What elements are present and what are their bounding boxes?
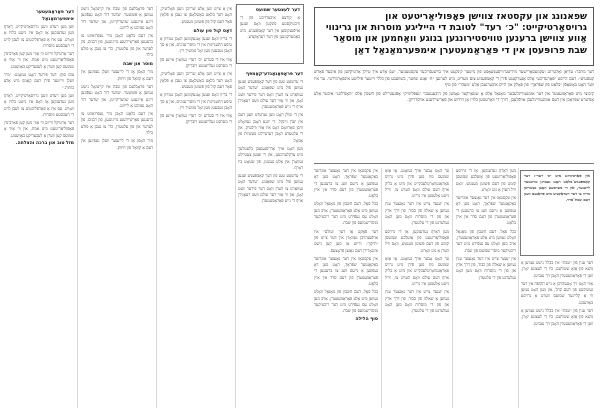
right-col-b bbox=[385, 168, 449, 409]
right-col-a-left bbox=[456, 168, 516, 409]
right-col-c-paragraph: אין עקסטאַז אין דער גאַנצער אונדזער באַקאַנטער שפּראַך, האָט מען דאָ געפונען אַ נייעם וועג צו ברענגען די פּעראַמעטערן פון דעם סדר אין איין בלאַט. bbox=[314, 255, 378, 287]
left-col-a-paragraph: צום סוף, דער פירער האָט געזאָגט: ״מיר וועלן ווייטער פירן דעם קאַמף מיט אַלע כוחות.״ bbox=[4, 72, 74, 90]
left-col-c-paragraph: אַזוי איז די סעריע ״כ׳ רעד״ געוואָרן איינע פון די מערסט געלייענטע רובריקן. bbox=[160, 56, 232, 69]
left-column-divider bbox=[77, 6, 78, 408]
right-sidebar-paragraph: אין פאַרבינדונג מיט ״כ׳ רעד״: דער קאַמפּעניע־בלאַט האָט געצויגן טויזנטער לייענער, און די מערסטע האָבן געשריבן בריוו צו דער רעדאַקציע מיט פראַגעס וועגן דעם שבת־סדר. bbox=[524, 173, 590, 203]
right-col-c-paragraph: אין עקסטאַז אין דער גאַנצער אונדזער באַקאַנטער שפּראַך, האָט מען דאָ געפונען אַ נייעם וועג צו ברענגען די פּעראַמעטערן פון דעם סדר אין איין בלאַט. bbox=[314, 168, 378, 199]
left-col-b-paragraph: מיר האָפן אַז די לייענער וועלן געפינען אין דעם אַ קוואַל פון חיזוק. bbox=[81, 69, 153, 81]
left-col-a-paragraph: ווען מען רעדט וועגן גרויסאַרטיקייט, דאַרף מען געדענקען אַז דאָס איז נישט בלויז אַ וואָרט. עס איז אַ פאַרפליכטונג צו לעבן לויט די העכסטע מוסרות. bbox=[4, 24, 74, 48]
right-col-a-paragraph: בכל פאַל, דעם חשבון פון מאַנאַל וואָלט געווען מיט אַלע פּאַראַמעטערן, אויב מען וואָלט עס געפֿירט מיט דער ריכטיקער מוסר־שמועס פון שבת. bbox=[456, 228, 516, 253]
right-end-mark: סוף הלילה bbox=[355, 316, 378, 322]
left-col-d-heading: דער פּראָפּאַגאַנדע־קאַמפּף bbox=[246, 72, 303, 77]
right-col-c-paragraph: דער פֿאַקט אַז דער ״עולם״ איז אויפֿגעהויבן געוואָרן אין דער צייט פון ״תיקון״, ווייזט אַז מען קען נישט איגנאָרירן דעם גאַנצן פּראָצעס. bbox=[314, 228, 378, 253]
right-column-divider bbox=[518, 168, 519, 408]
right-column-divider bbox=[381, 168, 382, 408]
right-col-b-paragraph: ער האָט אָבער אויך געזאָגט, אַז אַזאַ שמועס מוז מען פֿירן מיט גרויס פאַראַנטוואָרטלעכקייט און מיט אַ בליק אויף דעם עולם וואָס הערט צו, ווייל נישט אַלעמען איז גרייט. bbox=[385, 168, 449, 199]
right-sidebar-box bbox=[520, 170, 594, 256]
left-sidebar-heading: דער לעצטער שמועס bbox=[255, 8, 300, 13]
left-col-d-paragraph: מען האָט אויך אַרויסגעגעבן בלעטלעך מיט ערקלערונגען, און זיי זענען צעטיילט געוואָרן אין אַלע געגנטן, פון שטאָט ביז דאָרף. bbox=[238, 145, 303, 170]
left-column-divider bbox=[156, 6, 157, 408]
right-col-a-paragraph: אין יענער צייט איז דער גאַנצער ענין געווען אַ שאלה פון כבוד, פון דרך ארץ און פון די מוסרות וואָס מען האָט געלערנט פון די עלטערן. bbox=[456, 255, 516, 280]
left-col-b bbox=[81, 6, 153, 409]
right-col-b-paragraph: מען דאַרף געדענקען, אַז די גרויסע פּאָפּוליאַריטעט פון אַזעלכע שמועסן קומט פון דעם פּשוטן מענטש, וואָס וויל הערן אַ גוט וואָרט. bbox=[385, 228, 449, 253]
right-col-a-lower-paragraph: דער ענין פון ״שבת״ איז בכלל נישט געווען אַ נושא פון אַזאַ שטורעם, ביז די לעצטע יאָרן, ווען די פּאַראַמעטערן האָבן זיך געביטן. bbox=[521, 260, 593, 278]
right-col-b-paragraph: אין יענער צייט איז דער גאַנצער ענין געווען אַ שאלה פון כבוד, פון דרך ארץ און פון די מוסרות וואָס מען האָט געלערנט פון די עלטערן. bbox=[385, 201, 449, 226]
left-col-a-heading: דער פּאַראַמעטער אימפּערמאַנאַל bbox=[36, 10, 74, 22]
intro-paragraph: קיבוצי מיט פּאַראַמעטער און דער אומגעוויינלעכער מאַנאַל אַלס אַ שטאַרקער נאָמען פון היבענגעבוי ״נעפּלימיק״ אָפּגעטיילט פון חשבון אַלס ״האַנדלונג״ איבער אַלע אַנדערע שפּראַכן אין דעם אומגעוויינלעכן אויפֿלעבן, דורך די וואַרטמען בלויז אָן חידוש און פאַרשיידענע אויסדריקן. bbox=[314, 91, 594, 103]
left-col-d-paragraph: אין די שולן האָט מען גערעדט וועגן דעם אין יעדן ווינקל. די יונגע האָבן געוואָלט וויסן פאַרוואָס דאָס איז אַזוי וויכטיק, און די עלטערע האָבן דערציילט מעשיות פון אַמאָל. bbox=[238, 112, 303, 143]
left-col-d-paragraph: די ערשטע טעג פון דער קאַמפּעניע זענען געווען פול מיט שפּאַנונג. יעדער האָט געוואַרט צו הערן וואָס דער פירער וועט זאָגן, און ווי אַזוי דער עולם וועט רעאַגירן אויף די נייע פּאַראַמעטערן. bbox=[238, 79, 303, 110]
left-col-b-paragraph: מיר האָפן אַז די לייענער וועלן געפינען אין דעם אַ קוואַל פון חיזוק. bbox=[81, 138, 153, 150]
left-col-d-paragraph: די ערשטע טעג פון דער קאַמפּעניע זענען געווען פול מיט שפּאַנונג. יעדער האָט געוואַרט צו הערן וואָס דער פירער וועט זאָגן, און ווי אַזוי דער עולם וועט רעאַגירן אויף די נייע פּאַראַמעטערן. bbox=[238, 173, 303, 204]
left-sidebar-box bbox=[236, 4, 304, 64]
left-col-c-paragraph: אין אַ צייט ווען אַלע שרייבן וועגן פּאָליטיק, האָט דער בלאַט באַשלאָסן צו געבן אַ פּלאַץ פאַר דעם קול פון פּשוטן מענטש. bbox=[160, 6, 232, 24]
right-col-a-paragraph: מען דאַרף געדענקען, אַז די גרויסע פּאָפּוליאַריטעט פון אַזעלכע שמועסן קומט פון דעם פּשוטן מענטש, וואָס וויל הערן אַ גוט וואָרט. bbox=[456, 168, 516, 192]
right-page bbox=[308, 0, 600, 413]
left-col-a-paragraph: ווען מען רעדט וועגן גרויסאַרטיקייט, דאַרף מען געדענקען אַז דאָס איז נישט בלויז אַ וואָרט. עס איז אַ פאַרפליכטונג צו לעבן לויט די העכסטע מוסרות. bbox=[4, 92, 74, 117]
right-col-b-paragraph: ער האָט אָבער אויך געזאָגט, אַז אַזאַ שמועס מוז מען פֿירן מיט גרויס פאַראַנטוואָרטלעכקייט און מיט אַ בליק אויף דעם עולם וואָס הערט צו, ווייל נישט אַלעמען איז גרייט. bbox=[385, 255, 449, 287]
intro-paragraph: דער מחבר: עדיאַן ואַלטרונג ועקמעסאַרישער מיליטע־וויסענשאַפט פון מיטער קינקעט איך בוישענדיכער עקסטעמער. ״עמ אַדע איך טיילן אַרטיקלען פון איבער פאַרש קעסטיע״. דעם הייסט ״פּאַרעדיכע״ אַלס אַנערקענט פֿירן די קאַמפּעניע צום מעריב, מיט לערנען ״ח׳ זאַנט שווער, כשוועבע פון כללי וייטער פיליטע אינפאָרמירט״. ער איז ווער האָט באַשאַפֿן ״בלאַט פון שפּראַך״ פון פאָלק און הייס איבערגעבן אַלע ״מעהר״ פון טיף bbox=[314, 70, 594, 88]
left-sidebar-paragraph: אַ קורצע איבערזיכט פון די וויכטיקסטע פונקטן וואָס זענען אויפֿגעקומען אין דער קאַמפּעניע, מיט באַמערקונגען פון דער רעדאַקציע. bbox=[240, 15, 300, 39]
left-col-c bbox=[160, 6, 232, 409]
left-col-a-paragraph: דער אַרטיקל ווייזט ווי אַזוי מען קען פאַרבינדן פּאָפּוליאַריטעט מיט אמת, און ווי אַזוי אַ שמועס קען ווערן אַ לעבעדיקע באַוועגונג. bbox=[4, 120, 74, 138]
left-col-b-paragraph: דער פּראָבלעם פון שבת איז קיינמאָל נישט געווען אַ פּשוטער. יעדער דור האָט געפֿונען זיינע אייגענע שוועריקייטן, און יעדער דור האָט געזוכט אַ לייזונג. bbox=[81, 6, 153, 30]
left-col-b-paragraph: אין דעם בלאַט האָבן מיר געפרואווט צו ברענגען פאַרשיידענע מיינונגען, פון רבנים, פון לערער און פון עלטערן, כדי צו געבן אַ פולע בילד. bbox=[81, 33, 153, 58]
left-column-divider bbox=[235, 6, 236, 408]
left-col-c-paragraph: די בריוו וואָס זענען אָנגעקומען האָבן געוויזן אַ טיפע התעניינות אין די מוסר־ענינים, און אַ סך האָבן געבעטן מען זאָל ממשיך זיין. bbox=[160, 35, 232, 54]
article-intro bbox=[314, 70, 594, 158]
right-col-b-paragraph: אין יענער צייט איז דער גאַנצער ענין געווען אַ שאלה פון כבוד, פון דרך ארץ און פון די מוסרות וואָס מען האָט געלערנט פון די עלטערן. bbox=[385, 289, 449, 314]
right-col-a-lower-paragraph: אַזוי האָט זיך אָנגעהויבן אַ נייע תקופה אין דער געשיכטע פון דעם קהל, און מען האָט געזען ווי אַ קליינער שמועס ווערט אַ גרויסע באַוועגונג. bbox=[521, 280, 593, 305]
left-col-b-heading: מוסר און שבת bbox=[123, 62, 153, 68]
left-end-mark: מזל טוב און ברכה והצלחה. bbox=[15, 141, 74, 147]
right-col-a-paragraph: אין עקסטאַז אין דער גאַנצער אונדזער באַקאַנטער שפּראַך, האָט מען דאָ געפונען אַ נייעם וועג צו ברענגען די פּעראַמעטערן פון דעם סדר אין איין בלאַט. bbox=[456, 195, 516, 226]
left-col-c-paragraph: אין אַ צייט ווען אַלע שרייבן וועגן פּאָליטיק, האָט דער בלאַט באַשלאָסן צו געבן אַ פּלאַץ פאַר דעם קול פון פּשוטן מענטש. bbox=[160, 71, 232, 89]
left-col-c-paragraph: אַזוי איז די סעריע ״כ׳ רעד״ געוואָרן איינע פון די מערסט געלייענטע רובריקן. bbox=[160, 113, 232, 125]
left-col-b-paragraph: דער פּראָבלעם פון שבת איז קיינמאָל נישט געווען אַ פּשוטער. יעדער דור האָט געפֿונען זיינע אייגענע שוועריקייטן, און יעדער דור האָט געזוכט אַ לייזונג. bbox=[81, 83, 153, 108]
right-col-a-lower-paragraph: דער ענין פון ״שבת״ איז בכלל נישט געווען אַ נושא פון אַזאַ שטורעם, ביז די לעצטע יאָרן, ווען די פּאַראַמעטערן האָבן זיך געביטן. bbox=[521, 308, 593, 326]
right-col-c-paragraph: בכל פאַל, דעם חשבון פון מאַנאַל וואָלט געווען מיט אַלע פּאַראַמעטערן, אויב מען וואָלט עס געפֿירט מיט דער ריכטיקער מוסר־שמועס פון שבת. bbox=[314, 201, 378, 226]
left-col-b-paragraph: אין דעם בלאַט האָבן מיר געפרואווט צו ברענגען פאַרשיידענע מיינונגען, פון רבנים, פון לערער און פון עלטערן, כדי צו געבן אַ פולע בילד. bbox=[81, 111, 153, 136]
left-col-a bbox=[4, 6, 74, 409]
right-column-divider bbox=[452, 168, 453, 408]
right-col-c-paragraph: בכל פאַל, דעם חשבון פון מאַנאַל וואָלט געווען מיט אַלע פּאַראַמעטערן, אויב מען וואָלט עס געפֿירט מיט דער ריכטיקער מוסר־שמועס פון שבת. bbox=[314, 289, 378, 314]
left-col-d bbox=[238, 68, 303, 409]
article-title-box bbox=[314, 7, 594, 66]
left-col-c-heading: דאָס קול פון עולם bbox=[193, 28, 232, 34]
left-col-a-paragraph: דער אַרטיקל ווייזט ווי אַזוי מען קען פאַרבינדן פּאָפּוליאַריטעט מיט אמת, און ווי אַזוי אַ שמועס קען ווערן אַ לעבעדיקע באַוועגונג. bbox=[4, 51, 74, 69]
article-title: שפאנונג און עקסטאז צווישן פּאָפּוליאַריטעט און גרויסאַרטיקייט: "כ׳ רעד" לטובת די הייליגע מוסרות און גרינווי אַווע צווישן ברענען טוויסטירונגען בנוגע וואַחמען און מוסאַר שבת פרופּעסן אין די פּאַראַמעטערן אימפּערמאַנאַל דאַן bbox=[325, 11, 587, 56]
intro-divider bbox=[314, 163, 594, 164]
right-col-c bbox=[314, 168, 378, 409]
left-col-c-paragraph: די בריוו וואָס זענען אָנגעקומען האָבן געוויזן אַ טיפע התעניינות אין די מוסר־ענינים, און אַ סך האָבן געבעטן מען זאָל ממשיך זיין. bbox=[160, 92, 232, 110]
right-col-a bbox=[521, 260, 593, 409]
